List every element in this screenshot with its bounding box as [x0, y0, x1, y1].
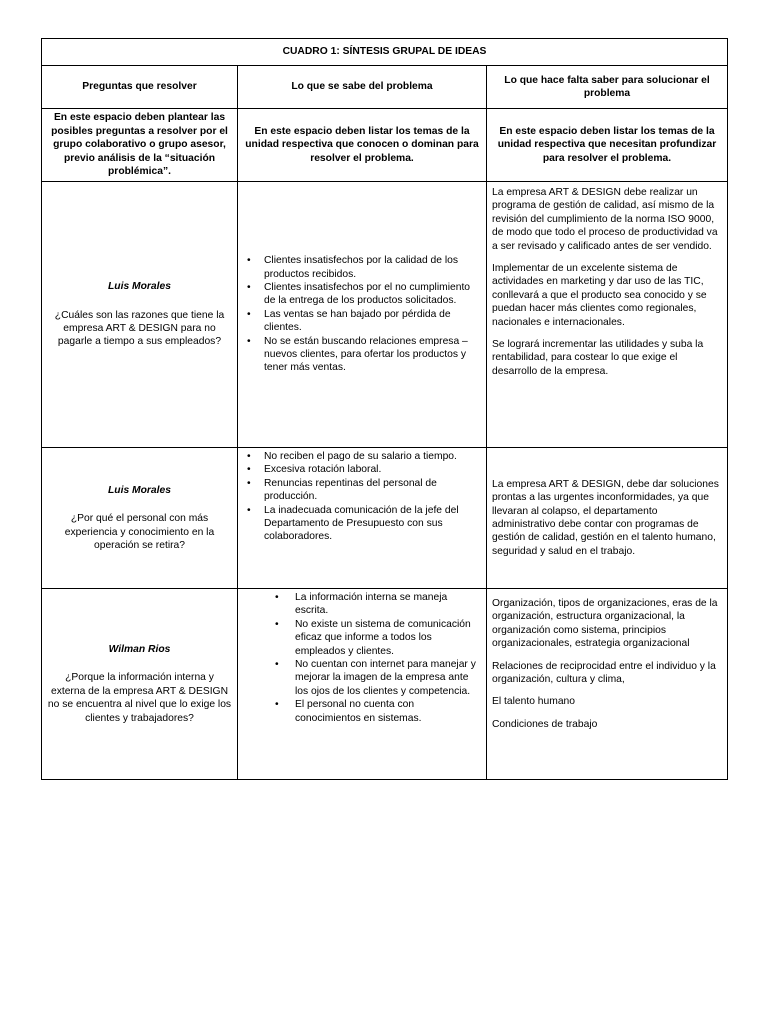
description-questions: En este espacio deben plantear las posibles preguntas a resolver por el grupo colaborativo o grupo asesor, previo análisis de la “situación problémica”. — [42, 109, 238, 182]
question-cell — [42, 589, 238, 780]
table-row — [42, 182, 728, 448]
list-item: • No reciben el pago de su salario a tiempo. — [243, 450, 481, 463]
list-item: • Las ventas se han bajado por pérdida de clientes. — [243, 308, 481, 335]
header-needed: Lo que hace falta saber para solucionar el problema — [487, 66, 728, 109]
list-item: • No se están buscando relaciones empresa – nuevos clientes, para ofertar los productos y tener más ventas. — [243, 335, 481, 375]
known-cell — [238, 589, 487, 780]
description-needed: En este espacio deben listar los temas de la unidad respectiva que necesitan profundizar para resolver el problema. — [487, 109, 728, 182]
needed-cell — [487, 182, 728, 448]
known-cell — [238, 182, 487, 448]
known-list — [243, 450, 481, 544]
list-item: • Clientes insatisfechos por el no cumplimiento de la entrega de los productos solicitados. — [243, 281, 481, 308]
list-item: • La inadecuada comunicación de la jefe del Departamento de Presupuesto con sus colaboradores. — [243, 504, 481, 544]
needed-paragraph: Se logrará incrementar las utilidades y suba la rentabilidad, para costear lo que exige el desarrollo de la empresa. — [492, 339, 704, 377]
question-cell — [42, 182, 238, 448]
table-row — [42, 589, 728, 780]
question-cell — [42, 448, 238, 589]
needed-paragraph: Organización, tipos de organizaciones, eras de la organización, estructura organizacional, la organización como sistema, principios organizacionales, estrategia organizacional — [492, 598, 718, 650]
known-cell — [238, 448, 487, 589]
needed-paragraph: La empresa ART & DESIGN, debe dar soluciones prontas a las urgentes inconformidades, ya que llevaran al colapso, el departamento administrativo debe contar con programas de gestión de calidad, gestión en el talento humano, seguridad y salud en el trabajo. — [492, 478, 719, 557]
known-list — [243, 254, 481, 375]
needed-paragraph: Implementar de un excelente sistema de actividades en marketing y dar uso de las TIC, conllevará a que el producto sea conocido y se puedan hacer más clientes como regionales, nacionales e internacionales. — [492, 263, 707, 328]
list-item: • No existe un sistema de comunicación eficaz que informe a todos los empleados y clientes. — [243, 618, 481, 658]
list-item: • Renuncias repentinas del personal de producción. — [243, 477, 481, 504]
needed-paragraph: El talento humano — [492, 696, 576, 708]
description-known: En este espacio deben listar los temas de la unidad respectiva que conocen o dominan para resolver el problema. — [238, 109, 487, 182]
table-row — [42, 448, 728, 589]
needed-paragraph: Relaciones de reciprocidad entre el individuo y la organización, cultura y clima, — [492, 660, 716, 686]
list-item: • Clientes insatisfechos por la calidad de los productos recibidos. — [243, 254, 481, 281]
known-list — [243, 591, 481, 725]
author-name: Wilman Rios — [108, 643, 171, 655]
needed-cell — [487, 448, 728, 589]
list-item: • El personal no cuenta con conocimientos en sistemas. — [243, 698, 481, 725]
question-text: ¿Cuáles son las razones que tiene la empresa ART & DESIGN para no pagarle a tiempo a sus empleados? — [54, 309, 225, 348]
needed-cell — [487, 589, 728, 780]
header-known: Lo que se sabe del problema — [238, 66, 487, 109]
question-text: ¿Porque la información interna y externa de la empresa ART & DESIGN no se encuentra al nivel que lo exige los clientes y trabajadores? — [47, 672, 232, 724]
header-questions: Preguntas que resolver — [42, 66, 238, 109]
author-name: Luis Morales — [108, 281, 171, 293]
question-text: ¿Por qué el personal con más experiencia y conocimiento en la operación se retira? — [64, 513, 215, 551]
list-item: • Excesiva rotación laboral. — [243, 463, 481, 476]
needed-paragraph: Condiciones de trabajo — [492, 718, 598, 730]
list-item: • La información interna se maneja escrita. — [243, 591, 481, 618]
table-title: CUADRO 1: SÍNTESIS GRUPAL DE IDEAS — [42, 39, 728, 66]
list-item: • No cuentan con internet para manejar y mejorar la imagen de la empresa ante los ojos de los clientes y competencia. — [243, 658, 481, 698]
ideas-synthesis-table — [41, 38, 728, 780]
author-name: Luis Morales — [108, 484, 171, 496]
needed-paragraph: La empresa ART & DESIGN debe realizar un programa de gestión de calidad, así mismo de la revisión del cumplimiento de la norma ISO 9000, de modo que todo el proceso de productividad va a ser revisado y calificado antes de ser vendido. — [492, 187, 718, 252]
